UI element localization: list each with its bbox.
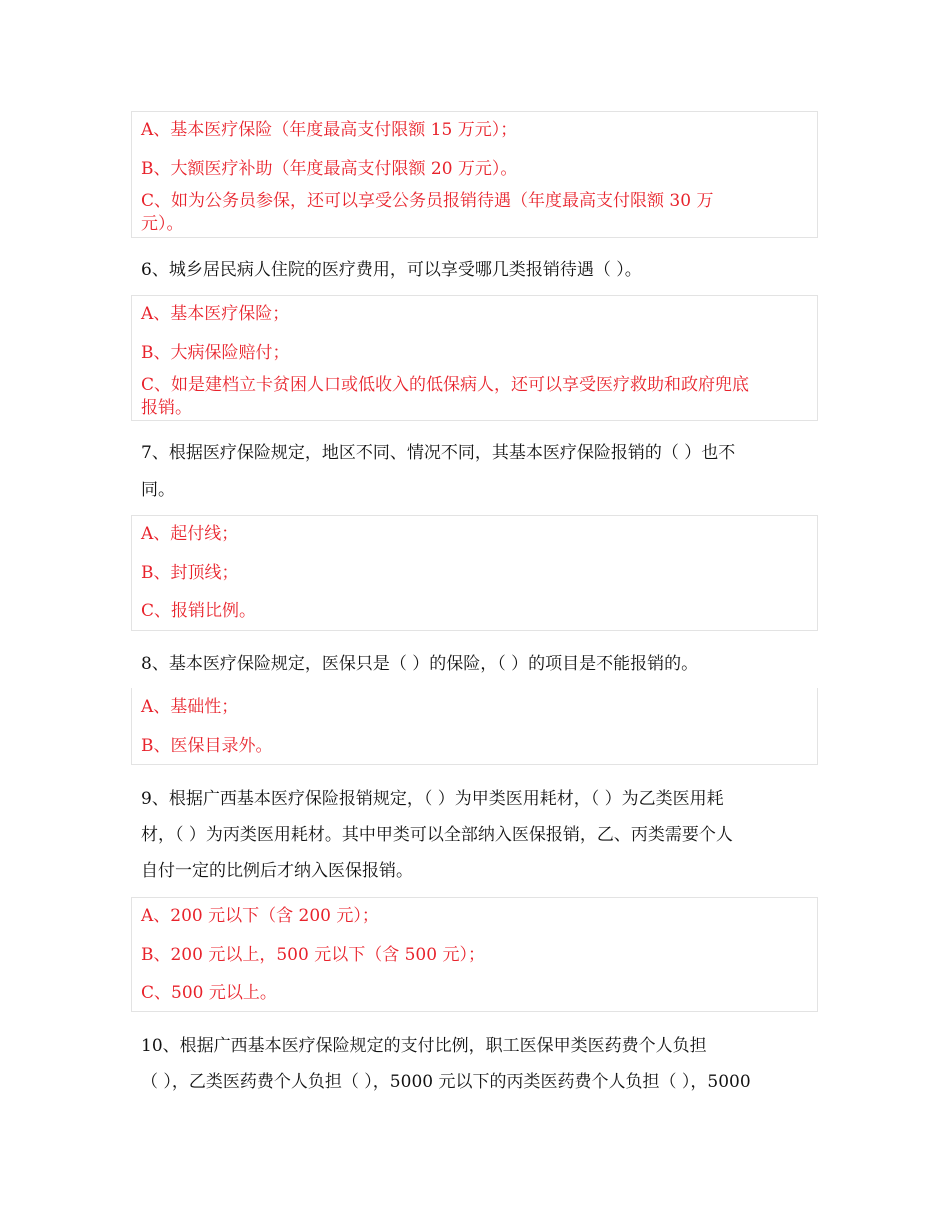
q7-question-line1: 7、根据医疗保险规定，地区不同、情况不同，其基本医疗保险报销的（ ）也不 xyxy=(141,443,736,463)
q6-option-b: B、大病保险赔付； xyxy=(141,343,290,363)
q5-option-b: B、大额医疗补助（年度最高支付限额 20 万元）。 xyxy=(141,159,518,179)
q9-question-line1: 9、根据广西基本医疗保险报销规定，（ ）为甲类医用耗材，（ ）为乙类医用耗 xyxy=(141,789,724,809)
q8-option-a: A、基础性； xyxy=(141,697,239,717)
q5-option-c-line1: C、如为公务员参保，还可以享受公务员报销待遇（年度最高支付限额 30 万 xyxy=(141,191,714,211)
q8-option-b: B、医保目录外。 xyxy=(141,736,273,756)
q9-question-line3: 自付一定的比例后才纳入医保报销。 xyxy=(141,861,413,881)
q9-option-b: B、200 元以上，500 元以下（含 500 元）； xyxy=(141,945,485,965)
q7-option-a: A、起付线； xyxy=(141,524,239,544)
q7-option-c: C、报销比例。 xyxy=(141,601,257,621)
q9-question-line2: 材，（ ）为丙类医用耗材。其中甲类可以全部纳入医保报销，乙、丙类需要个人 xyxy=(141,825,733,845)
q6-option-c-line1: C、如是建档立卡贫困人口或低收入的低保病人，还可以享受医疗救助和政府兜底 xyxy=(141,375,750,395)
q6-option-a: A、基本医疗保险； xyxy=(141,304,290,324)
q6-option-c-line2: 报销。 xyxy=(141,398,192,418)
q8-question: 8、基本医疗保险规定，医保只是（ ）的保险，（ ）的项目是不能报销的。 xyxy=(141,654,699,674)
q10-question-line1: 10、根据广西基本医疗保险规定的支付比例，职工医保甲类医药费个人负担 xyxy=(141,1036,707,1056)
q7-question-line2: 同。 xyxy=(141,480,175,500)
q9-option-c: C、500 元以上。 xyxy=(141,983,277,1003)
q10-question-line2: （ ），乙类医药费个人负担（ ），5000 元以下的丙类医药费个人负担（ ），5000 xyxy=(141,1072,751,1092)
q9-option-a: A、200 元以下（含 200 元）； xyxy=(141,906,379,926)
q6-question: 6、城乡居民病人住院的医疗费用，可以享受哪几类报销待遇（ ）。 xyxy=(141,260,642,280)
q5-option-a: A、基本医疗保险（年度最高支付限额 15 万元）； xyxy=(141,120,518,140)
q7-option-b: B、封顶线； xyxy=(141,563,239,583)
q5-option-c-line2: 元）。 xyxy=(141,214,184,234)
